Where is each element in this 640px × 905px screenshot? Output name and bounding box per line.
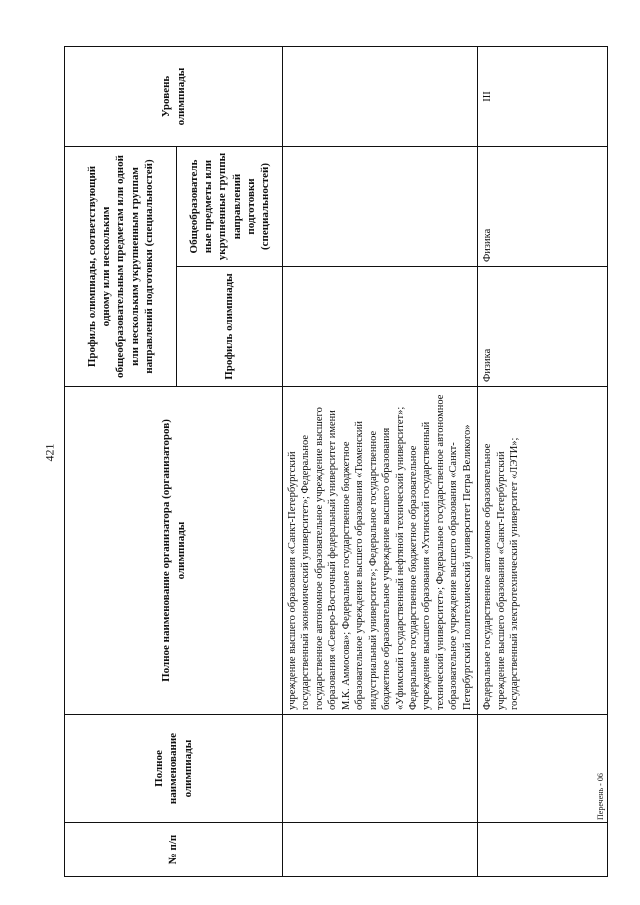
cell-profile [283, 267, 478, 387]
cell-level [283, 47, 478, 147]
header-row [65, 47, 177, 877]
page-number: 421 [42, 443, 57, 462]
cell-num [283, 823, 478, 877]
table-row [478, 47, 608, 877]
cell-subjects [283, 147, 478, 267]
header-organizer: Полное наименование организатора (организаторов) олимпиады [65, 387, 283, 715]
table-row [283, 47, 478, 877]
footer-note: Перечень - 06 [596, 773, 605, 820]
cell-organizer: Федеральное государственное автономное образовательное учреждение высшего образования «Санкт-Петербургский государственный электротехнический университет «ЛЭТИ»; [478, 387, 608, 715]
olympiad-table [64, 46, 608, 877]
header-subjects: Общеобразователь ные предметы или укрупненные группы направлений подготовки (специальностей) [177, 147, 283, 267]
rotated-page [64, 47, 584, 877]
cell-subjects: Физика [478, 147, 608, 267]
header-level: Уровень олимпиады [65, 47, 283, 147]
cell-num [478, 823, 608, 877]
cell-profile: Физика [478, 267, 608, 387]
header-num: № п/п [65, 823, 283, 877]
cell-name [283, 715, 478, 823]
cell-level: III [478, 47, 608, 147]
header-name: Полное наименование олимпиады [65, 715, 283, 823]
cell-organizer: учреждение высшего образования «Санкт-Петербургский государственный экономический университет»; Федеральное государственное автономное образовательное учреждение высшего образования «Северо-Восточный федеральный университет имени М.К. Аммосова»; Федеральное государственное бюджетное образовательное учреждение высшего образования «Тюменский индустриальный университет»; Федеральное государственное бюджетное образовательное учреждение высшего образования «Уфимский государственный нефтяной технический университет»; Федеральное государственное бюджетное образовательное учреждение высшего образования «Ухтинский государственный технический университет»; Федеральное государственное автономное образовательное учреждение высшего образования «Санкт-Петербургский политехнический университет Петра Великого» [283, 387, 478, 715]
cell-name [478, 715, 608, 823]
header-profile-group: Профиль олимпиады, соответствующий одному или нескольким общеобразовательным предметам или одной или нескольким укрупненным группам направлений подготовки (специальностей) [65, 147, 177, 387]
header-profile: Профиль олимпиады [177, 267, 283, 387]
